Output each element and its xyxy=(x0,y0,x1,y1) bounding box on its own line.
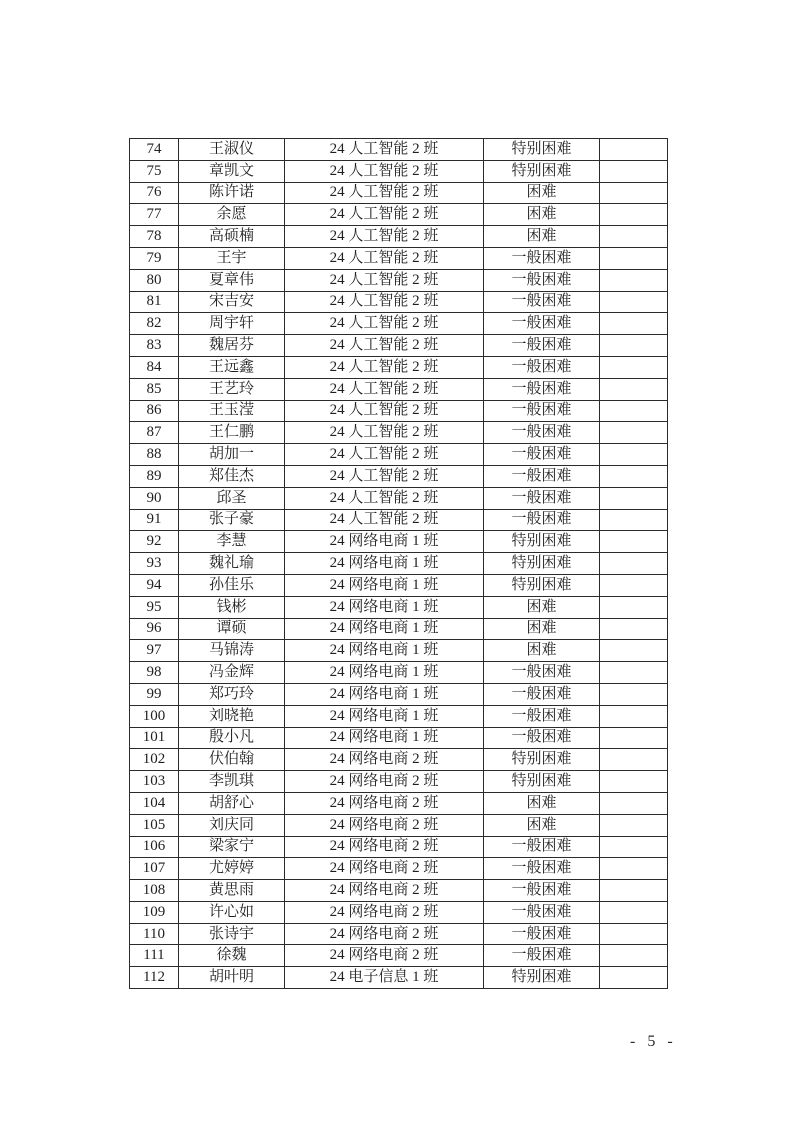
cell-note xyxy=(600,356,668,378)
cell-note xyxy=(600,945,668,967)
cell-difficulty-level: 一般困难 xyxy=(484,509,600,531)
cell-note xyxy=(600,335,668,357)
cell-serial-number: 110 xyxy=(130,923,179,945)
cell-student-name: 胡叶明 xyxy=(179,967,285,989)
cell-difficulty-level: 一般困难 xyxy=(484,444,600,466)
cell-student-name: 李慧 xyxy=(179,531,285,553)
cell-difficulty-level: 一般困难 xyxy=(484,945,600,967)
table-row xyxy=(130,465,668,487)
cell-note xyxy=(600,705,668,727)
table-row xyxy=(130,792,668,814)
table-row xyxy=(130,836,668,858)
cell-student-name: 王远鑫 xyxy=(179,356,285,378)
cell-class-name: 24 网络电商 1 班 xyxy=(285,531,484,553)
cell-class-name: 24 人工智能 2 班 xyxy=(285,378,484,400)
cell-serial-number: 77 xyxy=(130,204,179,226)
cell-class-name: 24 网络电商 1 班 xyxy=(285,683,484,705)
cell-note xyxy=(600,378,668,400)
cell-serial-number: 101 xyxy=(130,727,179,749)
cell-class-name: 24 人工智能 2 班 xyxy=(285,160,484,182)
cell-serial-number: 107 xyxy=(130,858,179,880)
cell-student-name: 谭硕 xyxy=(179,618,285,640)
table-row xyxy=(130,574,668,596)
table-row xyxy=(130,880,668,902)
cell-note xyxy=(600,247,668,269)
cell-student-name: 胡加一 xyxy=(179,444,285,466)
cell-note xyxy=(600,465,668,487)
table-row xyxy=(130,531,668,553)
table-row xyxy=(130,378,668,400)
cell-student-name: 张子豪 xyxy=(179,509,285,531)
cell-difficulty-level: 一般困难 xyxy=(484,291,600,313)
cell-serial-number: 109 xyxy=(130,901,179,923)
cell-difficulty-level: 一般困难 xyxy=(484,247,600,269)
table-row xyxy=(130,640,668,662)
cell-student-name: 黄思雨 xyxy=(179,880,285,902)
cell-student-name: 胡舒心 xyxy=(179,792,285,814)
cell-serial-number: 78 xyxy=(130,226,179,248)
cell-class-name: 24 网络电商 2 班 xyxy=(285,771,484,793)
cell-note xyxy=(600,313,668,335)
cell-class-name: 24 网络电商 1 班 xyxy=(285,618,484,640)
cell-note xyxy=(600,662,668,684)
cell-serial-number: 82 xyxy=(130,313,179,335)
table-row xyxy=(130,182,668,204)
student-roster-table xyxy=(129,138,668,989)
table-row xyxy=(130,400,668,422)
cell-student-name: 王宇 xyxy=(179,247,285,269)
table-row xyxy=(130,727,668,749)
cell-difficulty-level: 一般困难 xyxy=(484,269,600,291)
table-row xyxy=(130,313,668,335)
cell-student-name: 王玉滢 xyxy=(179,400,285,422)
cell-note xyxy=(600,400,668,422)
table-row xyxy=(130,771,668,793)
cell-class-name: 24 人工智能 2 班 xyxy=(285,139,484,161)
cell-serial-number: 91 xyxy=(130,509,179,531)
cell-class-name: 24 网络电商 2 班 xyxy=(285,901,484,923)
roster-table-body xyxy=(130,139,668,989)
cell-serial-number: 79 xyxy=(130,247,179,269)
cell-class-name: 24 人工智能 2 班 xyxy=(285,487,484,509)
table-row xyxy=(130,683,668,705)
cell-serial-number: 93 xyxy=(130,553,179,575)
cell-student-name: 伏伯翰 xyxy=(179,749,285,771)
cell-serial-number: 96 xyxy=(130,618,179,640)
table-row xyxy=(130,618,668,640)
cell-class-name: 24 网络电商 2 班 xyxy=(285,836,484,858)
cell-note xyxy=(600,749,668,771)
table-row xyxy=(130,662,668,684)
cell-difficulty-level: 一般困难 xyxy=(484,356,600,378)
cell-note xyxy=(600,291,668,313)
cell-note xyxy=(600,683,668,705)
cell-note xyxy=(600,509,668,531)
table-row xyxy=(130,487,668,509)
cell-student-name: 殷小凡 xyxy=(179,727,285,749)
cell-note xyxy=(600,858,668,880)
table-row xyxy=(130,923,668,945)
cell-serial-number: 80 xyxy=(130,269,179,291)
cell-class-name: 24 网络电商 2 班 xyxy=(285,945,484,967)
cell-difficulty-level: 一般困难 xyxy=(484,858,600,880)
cell-serial-number: 95 xyxy=(130,596,179,618)
table-row xyxy=(130,335,668,357)
cell-class-name: 24 网络电商 2 班 xyxy=(285,858,484,880)
cell-class-name: 24 人工智能 2 班 xyxy=(285,226,484,248)
cell-note xyxy=(600,574,668,596)
cell-student-name: 孙佳乐 xyxy=(179,574,285,596)
cell-serial-number: 83 xyxy=(130,335,179,357)
cell-student-name: 尤婷婷 xyxy=(179,858,285,880)
cell-student-name: 魏居芬 xyxy=(179,335,285,357)
cell-note xyxy=(600,444,668,466)
cell-serial-number: 112 xyxy=(130,967,179,989)
cell-note xyxy=(600,160,668,182)
table-row xyxy=(130,749,668,771)
cell-serial-number: 104 xyxy=(130,792,179,814)
cell-student-name: 刘庆同 xyxy=(179,814,285,836)
cell-difficulty-level: 特别困难 xyxy=(484,574,600,596)
cell-difficulty-level: 困难 xyxy=(484,596,600,618)
cell-note xyxy=(600,771,668,793)
cell-serial-number: 88 xyxy=(130,444,179,466)
cell-student-name: 魏礼瑜 xyxy=(179,553,285,575)
cell-class-name: 24 网络电商 1 班 xyxy=(285,553,484,575)
cell-note xyxy=(600,836,668,858)
cell-student-name: 刘晓艳 xyxy=(179,705,285,727)
cell-serial-number: 84 xyxy=(130,356,179,378)
cell-serial-number: 97 xyxy=(130,640,179,662)
cell-difficulty-level: 一般困难 xyxy=(484,923,600,945)
cell-student-name: 王艺玲 xyxy=(179,378,285,400)
cell-note xyxy=(600,269,668,291)
table-row xyxy=(130,356,668,378)
cell-class-name: 24 网络电商 1 班 xyxy=(285,640,484,662)
cell-difficulty-level: 困难 xyxy=(484,182,600,204)
cell-class-name: 24 网络电商 1 班 xyxy=(285,705,484,727)
cell-serial-number: 81 xyxy=(130,291,179,313)
table-row xyxy=(130,509,668,531)
cell-student-name: 马锦涛 xyxy=(179,640,285,662)
cell-serial-number: 111 xyxy=(130,945,179,967)
cell-class-name: 24 网络电商 2 班 xyxy=(285,792,484,814)
cell-note xyxy=(600,727,668,749)
cell-difficulty-level: 一般困难 xyxy=(484,662,600,684)
cell-student-name: 张诗宇 xyxy=(179,923,285,945)
table-row xyxy=(130,967,668,989)
cell-class-name: 24 人工智能 2 班 xyxy=(285,247,484,269)
cell-note xyxy=(600,182,668,204)
cell-note xyxy=(600,640,668,662)
cell-student-name: 许心如 xyxy=(179,901,285,923)
cell-note xyxy=(600,487,668,509)
cell-difficulty-level: 特别困难 xyxy=(484,160,600,182)
cell-difficulty-level: 困难 xyxy=(484,814,600,836)
cell-serial-number: 94 xyxy=(130,574,179,596)
cell-class-name: 24 人工智能 2 班 xyxy=(285,356,484,378)
table-row xyxy=(130,814,668,836)
table-row xyxy=(130,444,668,466)
cell-class-name: 24 电子信息 1 班 xyxy=(285,967,484,989)
cell-note xyxy=(600,618,668,640)
cell-class-name: 24 网络电商 1 班 xyxy=(285,662,484,684)
table-row xyxy=(130,553,668,575)
table-row xyxy=(130,291,668,313)
cell-student-name: 梁家宁 xyxy=(179,836,285,858)
cell-student-name: 李凯琪 xyxy=(179,771,285,793)
cell-note xyxy=(600,923,668,945)
table-row xyxy=(130,139,668,161)
cell-difficulty-level: 特别困难 xyxy=(484,531,600,553)
cell-difficulty-level: 特别困难 xyxy=(484,139,600,161)
table-row xyxy=(130,269,668,291)
cell-student-name: 陈许诺 xyxy=(179,182,285,204)
cell-student-name: 王仁鹏 xyxy=(179,422,285,444)
table-row xyxy=(130,945,668,967)
cell-note xyxy=(600,596,668,618)
cell-difficulty-level: 一般困难 xyxy=(484,335,600,357)
table-row xyxy=(130,422,668,444)
cell-difficulty-level: 困难 xyxy=(484,792,600,814)
cell-class-name: 24 人工智能 2 班 xyxy=(285,509,484,531)
cell-class-name: 24 人工智能 2 班 xyxy=(285,335,484,357)
cell-student-name: 冯金辉 xyxy=(179,662,285,684)
table-row xyxy=(130,858,668,880)
cell-note xyxy=(600,880,668,902)
cell-student-name: 高硕楠 xyxy=(179,226,285,248)
cell-serial-number: 90 xyxy=(130,487,179,509)
cell-difficulty-level: 一般困难 xyxy=(484,727,600,749)
cell-class-name: 24 人工智能 2 班 xyxy=(285,400,484,422)
cell-class-name: 24 人工智能 2 班 xyxy=(285,291,484,313)
cell-difficulty-level: 一般困难 xyxy=(484,378,600,400)
cell-difficulty-level: 一般困难 xyxy=(484,836,600,858)
cell-note xyxy=(600,139,668,161)
cell-serial-number: 108 xyxy=(130,880,179,902)
cell-class-name: 24 人工智能 2 班 xyxy=(285,444,484,466)
cell-difficulty-level: 一般困难 xyxy=(484,705,600,727)
cell-class-name: 24 网络电商 2 班 xyxy=(285,923,484,945)
cell-class-name: 24 人工智能 2 班 xyxy=(285,422,484,444)
cell-student-name: 周宇轩 xyxy=(179,313,285,335)
cell-class-name: 24 网络电商 2 班 xyxy=(285,814,484,836)
cell-difficulty-level: 一般困难 xyxy=(484,422,600,444)
table-row xyxy=(130,160,668,182)
cell-student-name: 宋吉安 xyxy=(179,291,285,313)
cell-student-name: 徐魏 xyxy=(179,945,285,967)
cell-serial-number: 98 xyxy=(130,662,179,684)
cell-serial-number: 76 xyxy=(130,182,179,204)
cell-note xyxy=(600,204,668,226)
table-row xyxy=(130,705,668,727)
cell-difficulty-level: 困难 xyxy=(484,640,600,662)
cell-serial-number: 102 xyxy=(130,749,179,771)
table-row xyxy=(130,596,668,618)
cell-serial-number: 86 xyxy=(130,400,179,422)
cell-student-name: 钱彬 xyxy=(179,596,285,618)
cell-student-name: 章凯文 xyxy=(179,160,285,182)
cell-class-name: 24 网络电商 2 班 xyxy=(285,880,484,902)
cell-serial-number: 87 xyxy=(130,422,179,444)
cell-serial-number: 105 xyxy=(130,814,179,836)
cell-class-name: 24 人工智能 2 班 xyxy=(285,465,484,487)
cell-serial-number: 103 xyxy=(130,771,179,793)
cell-serial-number: 99 xyxy=(130,683,179,705)
cell-note xyxy=(600,422,668,444)
cell-serial-number: 85 xyxy=(130,378,179,400)
cell-difficulty-level: 特别困难 xyxy=(484,553,600,575)
cell-student-name: 余愿 xyxy=(179,204,285,226)
cell-student-name: 王淑仪 xyxy=(179,139,285,161)
cell-student-name: 邱圣 xyxy=(179,487,285,509)
cell-difficulty-level: 困难 xyxy=(484,204,600,226)
cell-student-name: 夏章伟 xyxy=(179,269,285,291)
cell-class-name: 24 人工智能 2 班 xyxy=(285,313,484,335)
table-row xyxy=(130,901,668,923)
cell-class-name: 24 网络电商 2 班 xyxy=(285,749,484,771)
cell-serial-number: 75 xyxy=(130,160,179,182)
cell-student-name: 郑巧玲 xyxy=(179,683,285,705)
cell-note xyxy=(600,531,668,553)
table-row xyxy=(130,247,668,269)
cell-note xyxy=(600,792,668,814)
cell-note xyxy=(600,226,668,248)
table-row xyxy=(130,226,668,248)
cell-class-name: 24 网络电商 1 班 xyxy=(285,574,484,596)
cell-note xyxy=(600,553,668,575)
cell-class-name: 24 网络电商 1 班 xyxy=(285,727,484,749)
cell-note xyxy=(600,967,668,989)
cell-difficulty-level: 困难 xyxy=(484,226,600,248)
table-row xyxy=(130,204,668,226)
cell-difficulty-level: 一般困难 xyxy=(484,400,600,422)
cell-difficulty-level: 一般困难 xyxy=(484,880,600,902)
cell-difficulty-level: 特别困难 xyxy=(484,749,600,771)
cell-student-name: 郑佳杰 xyxy=(179,465,285,487)
page-number: - 5 - xyxy=(630,1033,674,1050)
cell-serial-number: 106 xyxy=(130,836,179,858)
cell-difficulty-level: 一般困难 xyxy=(484,465,600,487)
cell-difficulty-level: 一般困难 xyxy=(484,313,600,335)
cell-class-name: 24 网络电商 1 班 xyxy=(285,596,484,618)
cell-serial-number: 89 xyxy=(130,465,179,487)
cell-serial-number: 74 xyxy=(130,139,179,161)
cell-class-name: 24 人工智能 2 班 xyxy=(285,182,484,204)
cell-note xyxy=(600,901,668,923)
cell-class-name: 24 人工智能 2 班 xyxy=(285,204,484,226)
cell-difficulty-level: 特别困难 xyxy=(484,771,600,793)
cell-serial-number: 92 xyxy=(130,531,179,553)
cell-note xyxy=(600,814,668,836)
cell-difficulty-level: 一般困难 xyxy=(484,487,600,509)
cell-difficulty-level: 一般困难 xyxy=(484,683,600,705)
cell-difficulty-level: 困难 xyxy=(484,618,600,640)
cell-serial-number: 100 xyxy=(130,705,179,727)
cell-difficulty-level: 特别困难 xyxy=(484,967,600,989)
cell-difficulty-level: 一般困难 xyxy=(484,901,600,923)
cell-class-name: 24 人工智能 2 班 xyxy=(285,269,484,291)
